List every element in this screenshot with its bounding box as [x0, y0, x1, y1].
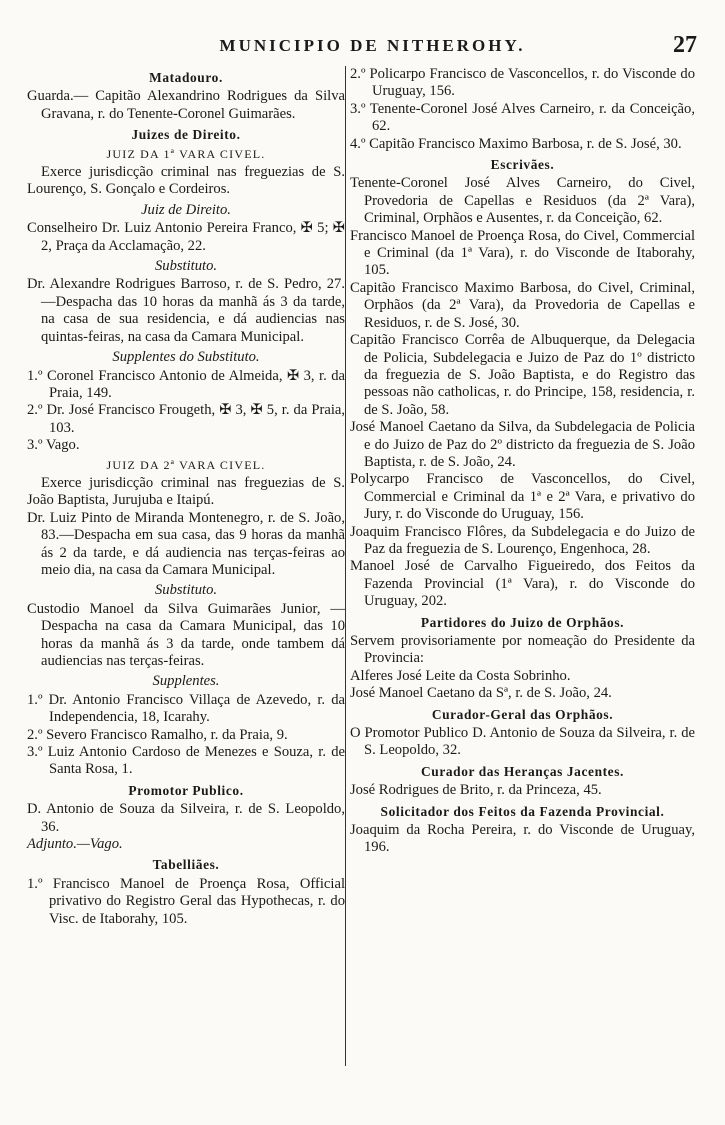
tabeliao-2: 2.º Policarpo Francisco de Vasconcellos, r. do Visconde do Uruguay, 156.: [350, 66, 695, 100]
vara2-heading: JUIZ DA 2ª VARA CIVEL.: [106, 457, 266, 472]
matadouro-heading: Matadouro.: [149, 70, 223, 85]
vara2-supplentes-label: Supplentes.: [152, 673, 220, 690]
page-header: [40, 32, 705, 66]
solicitador-entry: Joaquim da Rocha Pereira, r. do Visconde de Uruguay, 196.: [350, 822, 695, 856]
tabeliaes-heading: Tabelliães.: [152, 857, 220, 873]
vara2-jurisdiction: Exerce jurisdicção criminal nas freguezias de S. João Baptista, Jurujuba e Itaipú.: [27, 474, 345, 509]
promotor-entry: D. Antonio de Souza da Silveira, r. de S. Leopoldo, 36.: [27, 801, 345, 835]
vara1-supplente-2: 2.º Dr. José Francisco Frougeth, ✠ 3, ✠ 5, r. da Praia, 103.: [27, 402, 345, 436]
escrivao-7: Joaquim Francisco Flôres, da Subdelegacia e do Juizo de Paz da freguezia de S. Lourenço, Engenhoca, 28.: [350, 523, 695, 557]
solicitador-heading: Solicitador dos Feitos da Fazenda Provincial.: [380, 803, 665, 819]
right-column: [350, 66, 695, 857]
vara1-substituto: Dr. Alexandre Rodrigues Barroso, r. de S. Pedro, 27.—Despacha das 10 horas da manhã ás 3 da tarde, na casa de sua residencia, e dá audiencias nas quintas-feiras, na casa da Camara Municipal.: [27, 276, 345, 345]
vara2-supplente-3: 3.º Luiz Antonio Cardoso de Menezes e Souza, r. de Santa Rosa, 1.: [27, 744, 345, 778]
vara1-supplentes-label: Supplentes do Substituto.: [112, 349, 260, 366]
vara2-supplente-1: 1.º Dr. Antonio Francisco Villaça de Azevedo, r. da Independencia, 18, Icarahy.: [27, 691, 345, 726]
partidor-1: Alferes José Leite da Costa Sobrinho.: [350, 667, 571, 684]
partidor-2: José Manoel Caetano da Sª, r. de S. João, 24.: [350, 685, 612, 702]
escrivao-3: Capitão Francisco Maximo Barbosa, do Civel, Criminal, Orphãos (da 2ª Vara), da Provedoria de Capellas e Residuos, r. de S. José, 30.: [350, 279, 695, 331]
curador-orphaos-heading: Curador-Geral das Orphãos.: [431, 706, 614, 722]
vara1-jurisdiction: Exerce jurisdicção criminal nas freguezias de S. Lourenço, S. Gonçalo e Cordeiros.: [27, 164, 345, 198]
escrivao-1: Tenente-Coronel José Alves Carneiro, do Civel, Provedoria de Capellas e Residuos (da 2ª Vara), Criminal, Orphãos e Ausentes, r. da Conceição, 62.: [350, 175, 695, 227]
vara2-substituto-label: Substituto.: [154, 582, 218, 599]
adjunto-entry: Adjunto.—Vago.: [27, 836, 123, 853]
vara1-substituto-label: Substituto.: [154, 258, 218, 275]
vara2-juiz: Dr. Luiz Pinto de Miranda Montenegro, r. de S. João, 83.—Despacha em sua casa, das 9 horas da manhã ás 2 da tarde, e dá audiencia nas terças-feiras ao meio dia, na casa da Camara Municipal.: [27, 509, 345, 578]
escrivao-2: Francisco Manoel de Proença Rosa, do Civel, Commercial e Criminal (da 1ª Vara), r. do Visconde de Itaborahy, 105.: [350, 227, 695, 279]
escrivao-4: Capitão Francisco Corrêa de Albuquerque, da Delegacia de Policia, Subdelegacia e Juizo de Paz do 1º districto da freguezia de S. João Baptista, e do Registro das pessoas não catholicas, r. do Principe, 158, residencia, r. de S. João, 58.: [350, 332, 695, 418]
column-divider: [345, 66, 346, 1066]
promotor-heading: Promotor Publico.: [128, 782, 244, 798]
tabeliao-4: 4.º Capitão Francisco Maximo Barbosa, r. de S. José, 30.: [350, 135, 682, 152]
page-title: MUNICIPIO DE NITHEROHY.: [219, 36, 526, 55]
escrivao-6: Polycarpo Francisco de Vasconcellos, do Civel, Commercial e Criminal da 1ª e 2ª Vara, e privativo do Jury, r. do Visconde do Uruguay, 156.: [350, 471, 695, 523]
vara2-substituto: Custodio Manoel da Silva Guimarães Junior, — Despacha na casa da Camara Municipal, das 10 horas da manhã ás 3 da tarde, onde tambem dá audiencias nas terças-feiras.: [27, 600, 345, 669]
page-number: 27: [673, 32, 697, 58]
vara1-heading: JUIZ DA 1ª VARA CIVEL.: [106, 146, 266, 161]
curador-herancas-entry: José Rodrigues de Brito, r. da Princeza, 45.: [350, 782, 602, 799]
escrivao-5: José Manoel Caetano da Silva, da Subdelegacia de Policia e do Juizo de Paz do 2º districto da freguezia de S. João Baptista, r. de S. João, 24.: [350, 419, 695, 470]
juizes-heading: Juizes de Direito.: [131, 127, 241, 143]
vara1-supplente-3: 3.º Vago.: [27, 437, 80, 454]
escrivao-8: Manoel José de Carvalho Figueiredo, dos Feitos da Fazenda Provincial (1ª Vara), r. do Visconde do Uruguay, 202.: [350, 558, 695, 610]
vara1-juiz: Conselheiro Dr. Luiz Antonio Pereira Franco, ✠ 5; ✠ 2, Praça da Acclamação, 22.: [27, 220, 345, 254]
curador-orphaos-entry: O Promotor Publico D. Antonio de Souza da Silveira, r. de S. Leopoldo, 32.: [350, 725, 695, 759]
guarda-entry: Guarda.— Capitão Alexandrino Rodrigues da Silva Gravana, r. do Tenente-Coronel Guimarães.: [27, 88, 345, 122]
curador-herancas-heading: Curador das Heranças Jacentes.: [421, 763, 624, 779]
left-column: [27, 66, 345, 928]
tabeliao-1: 1.º Francisco Manoel de Proença Rosa, Official privativo do Registro Geral das Hypothecas, r. do Visc. de Itaborahy, 105.: [27, 875, 345, 927]
vara1-juiz-label: Juiz de Direito.: [141, 201, 231, 218]
vara1-supplente-1: 1.º Coronel Francisco Antonio de Almeida, ✠ 3, r. da Praia, 149.: [27, 367, 345, 401]
tabeliao-3: 3.º Tenente-Coronel José Alves Carneiro, r. da Conceição, 62.: [350, 100, 695, 135]
partidores-text: Servem provisoriamente por nomeação do Presidente da Provincia:: [350, 633, 695, 667]
vara2-supplente-2: 2.º Severo Francisco Ramalho, r. da Praia, 9.: [27, 726, 288, 743]
partidores-heading: Partidores do Juizo de Orphãos.: [420, 614, 625, 630]
escrivaes-heading: Escrivães.: [490, 157, 555, 173]
